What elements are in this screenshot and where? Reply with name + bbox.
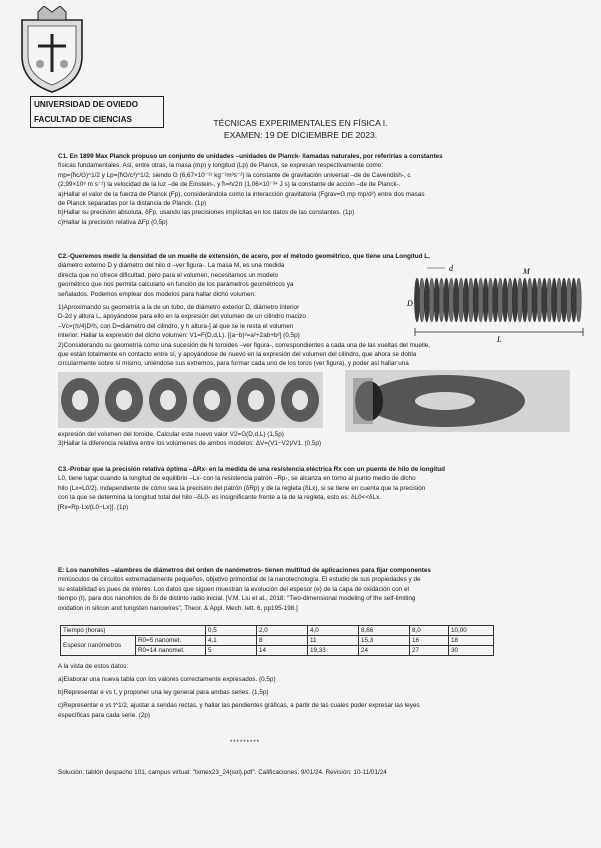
e-item: a)Elaborar una nueva tabla con los valores correctamente expresados. (0,5p) (58, 676, 276, 683)
spring-coil (454, 278, 459, 322)
spring-coil (561, 278, 566, 322)
c1-line: a)Hallar el valor de la fuerza de Planck (Fp), considerándola como la interacción gravitatoria (Fgrav=G mp mp/d²) entre dos masas (58, 190, 425, 198)
spring-coil (566, 278, 571, 322)
c3-line: C3.-Probar que la precisión relativa óptima –ΔRx- en la medida de una resistencia eléctrica Rx con un puente de hilo de longitud (58, 466, 446, 473)
e-line: E: Los nanohilos –alambres de diámetros del orden de nanómetros- tienen multitud de aplicaciones para fijar componentes (58, 567, 431, 574)
c1-line: C1. En 1899 Max Planck propuso un conjunto de unidades –unidades de Planck- llamadas naturales, por referirlas a constantes (58, 153, 443, 160)
e-item: c)Representar e vs t^1/2, ajustar a sendas rectas, y hallar las pendientes gráficas, a partir de las cuales poder expresar las leyes (58, 702, 420, 709)
faculty-name: FACULTAD DE CIENCIAS (34, 115, 132, 124)
spring-coil (498, 278, 503, 322)
c2-line: geométrico que nos permita calcularlo en función de los parámetros geométricos ya (58, 281, 294, 289)
thickness-header: Espesor nanómetros (61, 636, 136, 656)
torus-photo (345, 370, 570, 432)
c2-line: interior. Hallar la expresión del dicho volumen: V1=F(D,d,L). [(a−b)²=a²+2ab+b²] (0,5p) (58, 332, 300, 340)
c1-line: mp=(ħc/G)^1/2 y Lp=(ħG/c³)^1/2, siendo G (6,67×10⁻¹¹ kg⁻¹m³s⁻²) la constante de gravitación universal –de de Cavendish-, c (58, 171, 411, 179)
spring-coil (576, 278, 581, 322)
spring-coil (439, 278, 444, 322)
oxidation-data-table (60, 625, 494, 656)
table-cell: 8 (257, 636, 308, 646)
row-label: R0=14 nanomet. (136, 646, 206, 656)
spring-coil (414, 278, 419, 322)
c3-line: con la que se determina la longitud total del hilo –δL0- es insignificante frente a la de la regleta, esto es: δL0<<δLx. (58, 494, 382, 502)
question-c2-cont (58, 430, 588, 449)
table-cell: 0,5 (206, 626, 257, 636)
table-cell: 27 (410, 646, 449, 656)
e-line: tiempo (t), para dos nanohilos de Si de distinto radio inicial. [V.M. Liu et al., 2018: "Two-dimensional modeling of the self-limiting (58, 595, 416, 603)
spring-coil (459, 278, 464, 322)
table-cell: 16 (410, 636, 449, 646)
e-line: minúsculos de circuitos extremadamente pequeños, objetivo primordial de la nanotecnología. El estudio de sus propiedades y de (58, 576, 421, 584)
toroid-hole (204, 390, 220, 410)
spring-coil (571, 278, 576, 322)
c1-line: b)Hallar su precisión absoluta, δFp, usando las precisiones implícitas en los datos de las constantes. (1p) (58, 209, 355, 217)
spring-coil (444, 278, 449, 322)
e-item: b)Representar e vs t, y proponer una ley general para ambas series. (1,5p) (58, 689, 269, 696)
table-cell: 4,1 (206, 636, 257, 646)
spring-figure (405, 262, 590, 347)
figure-label-L: L (497, 335, 502, 344)
question-e-items (58, 660, 588, 722)
c2-line: directa que no ofrece dificultad, pero para el volumen, necesitamos un modelo (58, 271, 279, 279)
exam-date: EXAMEN: 19 DE DICIEMBRE DE 2023. (223, 130, 378, 140)
e-item: específicas para cada serie. (2p) (58, 712, 151, 719)
spring-coil (468, 278, 473, 322)
figure-label-d: d (449, 264, 453, 273)
spring-coil (493, 278, 498, 322)
figure-label-D: D (407, 299, 413, 308)
c1-line: físicas fundamentales. Así, entre otras, la masa (mp) y longitud (Lp) de Planck, se expresan respectivamente como: (58, 162, 384, 170)
spring-coil (537, 278, 542, 322)
table-cell: 24 (359, 646, 410, 656)
toroid-hole (248, 390, 264, 410)
c2-line: expresión del volumen del toroide. Calcular este nuevo valor V2=G(D,d,L) (1,5p) (58, 431, 284, 438)
spring-coil (522, 278, 527, 322)
spring-coil (429, 278, 434, 322)
spring-coil (532, 278, 537, 322)
c2-line: señalados. Podemos emplear dos modelos para hallar dicho volumen: (58, 290, 256, 298)
c3-line: [Rx=Rp·Lx/(L0−Lx)]. (1p) (58, 503, 129, 511)
spring-coil (527, 278, 532, 322)
c2-line: diámetro externo D y diámetro del hilo d –ver figura-. La masa M, es una medida (58, 262, 285, 270)
spring-coil (473, 278, 478, 322)
spring-coil (508, 278, 513, 322)
e-line: oxidation in silicon and tungsten nanowires", Theor. & Appl. Mech. lett. 6, pp195-198.] (58, 604, 298, 612)
table-cell: 5 (206, 646, 257, 656)
spring-coil (542, 278, 547, 322)
c2-line: circularmente sobre sí mismo, uniéndose sus extremos, para formar cada uno de los toros (ver figura), y poder así hallar una (58, 360, 409, 368)
row-label: R0=5 nanomet. (136, 636, 206, 646)
table-cell: 18 (449, 636, 494, 646)
spring-coil (547, 278, 552, 322)
spring-coil (483, 278, 488, 322)
table-cell: 4,0 (308, 626, 359, 636)
spring-coil (463, 278, 468, 322)
c1-line: de Planck separadas por la distancia de Planck. (1p) (58, 200, 207, 208)
toroid-hole (292, 390, 308, 410)
e-line: su estabilidad es pues de interés. Los datos que siguen muestran la evolución del espesor (e) de la capa de oxidación con el (58, 585, 409, 593)
time-header: Tiempo (horas) (61, 626, 206, 636)
c1-line: c)Hallar la precisión relativa ΔFp (0,5p) (58, 218, 168, 226)
c2-line: C2.-Queremos medir la densidad de un muelle de extensión, de acero, por el método geométrico, que tiene una Longitud L, (58, 253, 430, 260)
toroid-hole (116, 390, 132, 410)
c3-line: hilo (Lx=L0/2), independiente de cómo sea la precisión del patrón (δRp) y de la regleta (δLx), si se tiene en cuenta que la precisión (58, 484, 426, 492)
c1-line: (2,99×10⁸ m s⁻¹) la velocidad de la luz –de de Einstein-, y ħ=h/2π (1,06×10⁻³⁴ J s) la constante de acción –de de Planck-. (58, 181, 401, 189)
question-c1 (58, 152, 588, 227)
table-cell: 10,00 (449, 626, 494, 636)
table-cell: 14 (257, 646, 308, 656)
toroid-hole (160, 390, 176, 410)
table-cell: 11 (308, 636, 359, 646)
spring-coil (488, 278, 493, 322)
university-name: UNIVERSIDAD DE OVIEDO (34, 100, 139, 109)
c2-line: 1)Aproximando su geometría a la de un tubo, de diámetro exterior D, diámetro interior (58, 304, 300, 312)
question-c3 (58, 465, 588, 512)
table-cell: 19,33 (308, 646, 359, 656)
table-cell: 2,0 (257, 626, 308, 636)
question-e (58, 566, 588, 613)
spring-coil (517, 278, 522, 322)
course-title: TÉCNICAS EXPERIMENTALES EN FÍSICA I. (213, 118, 388, 128)
spring-coil (503, 278, 508, 322)
spring-coil (512, 278, 517, 322)
spring-coil (434, 278, 439, 322)
figure-label-M: M (523, 267, 530, 276)
c2-line: 3)Hallar la diferencia relativa entre los volúmenes de ambos modelos: ΔV=(V1−V2)/V1. (0,5p) (58, 440, 322, 448)
table-cell: 30 (449, 646, 494, 656)
table-cell: 8,66 (359, 626, 410, 636)
separator: ********* (230, 740, 261, 746)
spring-coil (478, 278, 483, 322)
table-row (61, 626, 494, 636)
spring-coil (419, 278, 424, 322)
c3-line: L0, tiene lugar cuando la longitud de equilibrio –Lx- con la resistencia patrón –Rp-, se alcanza en torno al punto medio de dicho (58, 475, 416, 483)
spring-coil (557, 278, 562, 322)
table-cell: 8,0 (410, 626, 449, 636)
e-item: A la vista de estos datos: (58, 663, 129, 670)
university-crest-icon (14, 6, 90, 94)
c2-line: D-2d y altura L, apoyándose para ello en la expresión del volumen de un cilindro macizo (58, 313, 306, 321)
footer: Solución: tablón despacho 101, campus virtual: "txmex23_24(sol).pdf". Calificaciones: 9/01/24. Revisión: 10-11/01/24 (58, 769, 387, 776)
table-cell: 15,3 (359, 636, 410, 646)
spring-coil (552, 278, 557, 322)
c2-line: 2)Considerando su geometría como una sucesión de N toroides –ver figura-, correspondientes a cada una de las vueltas del muelle, (58, 341, 431, 349)
c2-line: –Vc=(π/4)D²h, con D=diámetro del cilindro, y h altura-] al que se le resta el volumen (58, 322, 294, 330)
spring-coil (449, 278, 454, 322)
toroids-photo (58, 372, 323, 428)
toroid-hole (72, 390, 88, 410)
c2-line: que están totalmente en contacto entre sí, y apoyándose de nuevo en la expresión del volumen del cilindro, que ahora se dobla (58, 351, 417, 359)
spring-coil (424, 278, 429, 322)
table-row (61, 636, 494, 646)
